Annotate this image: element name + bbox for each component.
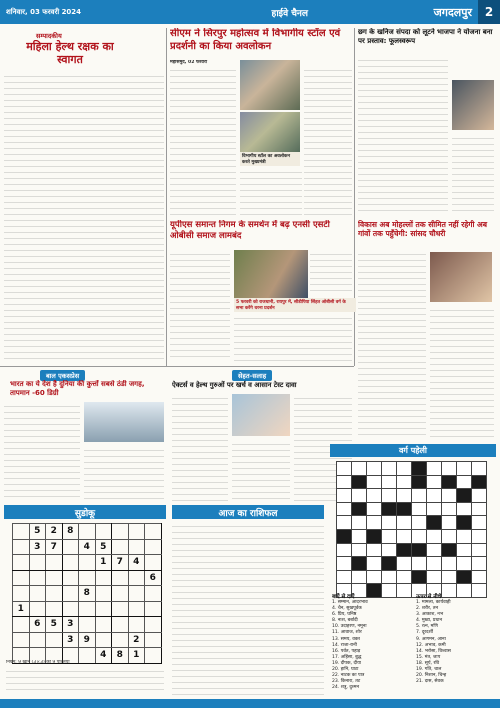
- sudoku-cell[interactable]: [79, 570, 96, 586]
- sudoku-cell[interactable]: [128, 570, 145, 586]
- health-headline: ऐक्टर्स व हेल्थ गुरुओं पर खर्च व आसान टेस्ट दावा: [172, 381, 297, 389]
- crossword-clue: 15. मंत्र, जाप: [416, 654, 441, 660]
- health-body-col2: [232, 440, 290, 502]
- lead-body-col1: [170, 66, 236, 216]
- sudoku-cell[interactable]: [79, 524, 96, 540]
- crossword-cell[interactable]: [397, 557, 412, 571]
- crossword-cell[interactable]: [367, 570, 382, 584]
- crossword-clue: 4. चैन, सुखपूर्वक: [332, 606, 362, 612]
- crossword-cell[interactable]: [397, 462, 412, 476]
- sudoku-cell[interactable]: 1: [128, 648, 145, 664]
- sudoku-cell[interactable]: [145, 632, 162, 648]
- sudoku-cell[interactable]: 3: [62, 617, 79, 633]
- sudoku-cell[interactable]: [145, 617, 162, 633]
- crossword-cell[interactable]: [382, 516, 397, 530]
- crossword-cell[interactable]: [427, 475, 442, 489]
- world-tag: बाल एकसप्रेस: [40, 370, 85, 381]
- horoscope-body: [172, 522, 324, 696]
- sudoku-cell[interactable]: [79, 617, 96, 633]
- sudoku-cell[interactable]: [128, 539, 145, 555]
- crossword-clue: 14. राजा-रानी: [332, 642, 357, 648]
- crossword-clue: 11. आवाज, शोर: [332, 630, 362, 636]
- side-top-body-2: [452, 134, 494, 216]
- crossword-cell[interactable]: [457, 543, 472, 557]
- lead-headline: सीएम ने सिरपुर महोत्सव में विभागीय स्टॉल एवं प्रदर्शनी का किया अवलोकन: [170, 28, 341, 52]
- crossword-cell[interactable]: [367, 475, 382, 489]
- crossword-clue: 21. दास, सेवक: [416, 679, 444, 685]
- crossword-title: वर्ग पहेली: [330, 444, 496, 457]
- sudoku-cell[interactable]: [128, 601, 145, 617]
- crossword-grid: [336, 461, 487, 598]
- crossword-block: [352, 475, 367, 489]
- crossword-cell[interactable]: [397, 475, 412, 489]
- crossword-clue: 14. भरोसा, विश्वास: [416, 648, 451, 654]
- crossword-across: [332, 592, 414, 698]
- sudoku-cell[interactable]: [46, 555, 63, 571]
- sudoku-cell[interactable]: [112, 586, 129, 602]
- crossword-block: [352, 502, 367, 516]
- sudoku-cell[interactable]: [79, 601, 96, 617]
- crossword-cell[interactable]: [457, 475, 472, 489]
- editorial-body: [4, 72, 164, 362]
- crossword-cell[interactable]: [352, 543, 367, 557]
- crossword-cell[interactable]: [412, 529, 427, 543]
- sudoku-cell[interactable]: [46, 586, 63, 602]
- down-heading: ऊपर से नीचे: [416, 594, 442, 600]
- sudoku-cell[interactable]: 9: [79, 632, 96, 648]
- crossword-cell[interactable]: [442, 570, 457, 584]
- crossword-cell[interactable]: [472, 489, 487, 503]
- crossword-cell[interactable]: [457, 557, 472, 571]
- crossword-clue: 1. सम्मान, आदरभाव: [332, 600, 368, 605]
- crossword-block: [412, 462, 427, 476]
- sudoku-cell[interactable]: [95, 586, 112, 602]
- crossword-block: [412, 475, 427, 489]
- sudoku-cell[interactable]: [128, 586, 145, 602]
- lead-body-col2: [240, 168, 302, 216]
- crossword-cell[interactable]: [427, 570, 442, 584]
- mp-body-col1: [358, 250, 426, 440]
- column-rule: [166, 28, 167, 366]
- sudoku-cell[interactable]: [95, 617, 112, 633]
- sudoku-cell[interactable]: 5: [46, 617, 63, 633]
- crossword-cell[interactable]: [412, 489, 427, 503]
- crossword-cell[interactable]: [427, 489, 442, 503]
- editorial-tag: सम्पादकीय: [36, 32, 62, 40]
- crossword-cell[interactable]: [442, 489, 457, 503]
- sudoku-cell[interactable]: [145, 601, 162, 617]
- portrait-photo: [452, 80, 494, 130]
- crossword-cell[interactable]: [442, 462, 457, 476]
- side-top-body: [358, 56, 448, 216]
- crossword-clue: 19. गति, चाल: [416, 667, 442, 673]
- crossword-cell[interactable]: [337, 516, 352, 530]
- world-photo: [84, 402, 164, 442]
- sudoku-cell[interactable]: [13, 570, 30, 586]
- sudoku-cell[interactable]: [46, 601, 63, 617]
- sudoku-cell[interactable]: 6: [29, 617, 46, 633]
- crossword-cell[interactable]: [412, 557, 427, 571]
- crossword-cell[interactable]: [457, 529, 472, 543]
- ups-headline: यूपीएस समान्त निगम के समर्थन में बढ़ एनसी एसटी ओबीसी समाज लामबंद: [170, 220, 330, 241]
- crossword-cell[interactable]: [382, 570, 397, 584]
- sudoku-cell[interactable]: [145, 586, 162, 602]
- crossword-cell[interactable]: [397, 489, 412, 503]
- sudoku-cell[interactable]: [112, 617, 129, 633]
- mp-photo: [430, 252, 492, 302]
- horoscope-title: आज का राशिफल: [172, 505, 324, 519]
- crossword-cell[interactable]: [367, 516, 382, 530]
- sudoku-cell[interactable]: [13, 617, 30, 633]
- sudoku-cell[interactable]: [112, 632, 129, 648]
- crossword-cell[interactable]: [442, 529, 457, 543]
- column-rule: [354, 28, 355, 366]
- crossword-block: [337, 529, 352, 543]
- horizontal-rule: [0, 366, 354, 367]
- ups-photo-caption: 5 फरवरी को राजधानी, रायपुर में, सीडीपिया सिंहत ओबीसी वर्ग के सभा करेंगे धरना प्रदर्शन: [234, 298, 356, 312]
- health-photo: [232, 394, 290, 436]
- sudoku-cell[interactable]: [95, 632, 112, 648]
- crossword-cell[interactable]: [427, 502, 442, 516]
- crossword-block: [442, 543, 457, 557]
- crossword-clue: 12. अभाव, कमी: [416, 642, 446, 648]
- sudoku-cell[interactable]: 5: [95, 539, 112, 555]
- crossword-cell[interactable]: [382, 475, 397, 489]
- crossword-cell[interactable]: [367, 557, 382, 571]
- crossword-cell[interactable]: [382, 462, 397, 476]
- sudoku-cell[interactable]: 2: [46, 524, 63, 540]
- crossword-block: [397, 543, 412, 557]
- ups-body-col2: [310, 250, 352, 296]
- sudoku-cell[interactable]: 1: [95, 555, 112, 571]
- sudoku-cell[interactable]: [62, 586, 79, 602]
- lead-body-col3: [304, 66, 352, 216]
- mp-body-col2: [430, 306, 494, 440]
- crossword-cell[interactable]: [337, 570, 352, 584]
- health-tag: सेहत-सलाह: [232, 370, 272, 381]
- crossword-cell[interactable]: [472, 557, 487, 571]
- crossword-clue: 18. सूर्य, रवि: [416, 660, 440, 666]
- sudoku-cell[interactable]: [29, 601, 46, 617]
- crossword-block: [397, 502, 412, 516]
- crossword-cell[interactable]: [382, 529, 397, 543]
- crossword-cell[interactable]: [337, 557, 352, 571]
- crossword-block: [412, 570, 427, 584]
- issue-date: शनिवार, 03 फरवरी 2024: [6, 7, 82, 16]
- crossword-clue: 8. नाश, बर्बादी: [332, 618, 358, 624]
- sudoku-cell[interactable]: [13, 555, 30, 571]
- crossword-clue: 24. शत्रु, दुश्मन: [332, 685, 360, 691]
- sudoku-cell[interactable]: 8: [112, 648, 129, 664]
- sudoku-cell[interactable]: 6: [145, 570, 162, 586]
- health-body-col1: [172, 394, 228, 502]
- crossword-clue: 13. समय, वक्त: [332, 636, 360, 642]
- sudoku-cell[interactable]: [13, 524, 30, 540]
- sudoku-cell[interactable]: 4: [95, 648, 112, 664]
- sudoku-cell[interactable]: [95, 524, 112, 540]
- crossword-cell[interactable]: [472, 529, 487, 543]
- crossword-cell[interactable]: [367, 462, 382, 476]
- crossword-cell[interactable]: [472, 570, 487, 584]
- sudoku-cell[interactable]: [145, 524, 162, 540]
- crossword-cell[interactable]: [352, 529, 367, 543]
- ups-photo: [234, 250, 308, 298]
- sudoku-cell[interactable]: [128, 617, 145, 633]
- lead-photo-caption: विभागीय स्टॉल का अवलोकन करते मुख्यमंत्री: [240, 152, 300, 166]
- sudoku-cell[interactable]: 4: [128, 555, 145, 571]
- crossword-cell[interactable]: [382, 489, 397, 503]
- sudoku-cell[interactable]: [46, 632, 63, 648]
- sudoku-cell[interactable]: 2: [128, 632, 145, 648]
- sudoku-cell[interactable]: [62, 601, 79, 617]
- sudoku-rules-caption: नियम: 9 खाने (3×3) की 9 पंक्तियाँ: [6, 660, 70, 665]
- sudoku-cell[interactable]: [46, 570, 63, 586]
- crossword-cell[interactable]: [472, 516, 487, 530]
- crossword-cell[interactable]: [427, 462, 442, 476]
- crossword-block: [457, 516, 472, 530]
- crossword-clue: 2. शरीर, तन: [416, 606, 439, 612]
- sudoku-cell[interactable]: [13, 539, 30, 555]
- crossword-cell[interactable]: [472, 543, 487, 557]
- crossword-cell[interactable]: [337, 462, 352, 476]
- crossword-cell[interactable]: [412, 516, 427, 530]
- crossword-block: [457, 489, 472, 503]
- crossword-cell[interactable]: [367, 543, 382, 557]
- world-body-col1: [4, 402, 80, 502]
- crossword-block: [367, 529, 382, 543]
- sudoku-cell[interactable]: [128, 524, 145, 540]
- sudoku-cell[interactable]: 5: [29, 524, 46, 540]
- crossword-clue: 20. निशान, चिन्ह: [416, 673, 447, 679]
- crossword-cell[interactable]: [457, 502, 472, 516]
- sudoku-cell[interactable]: 1: [13, 601, 30, 617]
- crossword-cell[interactable]: [352, 489, 367, 503]
- crossword-clue: 3. आकाश, नभ: [416, 612, 444, 618]
- sudoku-cell[interactable]: [62, 570, 79, 586]
- crossword-cell[interactable]: [412, 502, 427, 516]
- crossword-clue: 1. मामला, कार्यवाही: [416, 600, 451, 605]
- ups-body-col1: [170, 250, 230, 362]
- sudoku-cell[interactable]: [29, 632, 46, 648]
- crossword-block: [382, 502, 397, 516]
- crossword-clue: 16. पर्वत, पहाड़: [332, 648, 361, 654]
- sudoku-cell[interactable]: 3: [29, 539, 46, 555]
- sudoku-cell[interactable]: [95, 601, 112, 617]
- lead-dateline: महासमुंद, 02 फरवरी: [170, 60, 208, 65]
- sudoku-cell[interactable]: 7: [112, 555, 129, 571]
- crossword-cell[interactable]: [442, 516, 457, 530]
- across-heading: बाएँ से दाएँ: [332, 594, 355, 600]
- page-number: 2: [478, 0, 500, 24]
- crossword-down: [416, 592, 498, 698]
- crossword-clue: 17. अहिंसा, बुद्ध: [332, 654, 362, 660]
- crossword-cell[interactable]: [427, 529, 442, 543]
- world-body-col2: [84, 446, 164, 502]
- crossword-clue: 5. रत्न, मणि: [416, 624, 438, 630]
- sudoku-cell[interactable]: [62, 555, 79, 571]
- world-headline: भारत का ये देश है दुनिया की कुत्तों सबसे ठंडी जगह, तापमान -60 डिग्री: [10, 380, 145, 397]
- crossword-cell[interactable]: [352, 516, 367, 530]
- sudoku-cell[interactable]: [29, 570, 46, 586]
- sudoku-cell[interactable]: [62, 539, 79, 555]
- crossword-clue: 10. उदाहरण, नमूना: [332, 624, 367, 630]
- sudoku-grid: [12, 523, 162, 664]
- crossword-cell[interactable]: [337, 489, 352, 503]
- sudoku-cell[interactable]: [112, 524, 129, 540]
- crossword-block: [412, 543, 427, 557]
- sudoku-cell[interactable]: [79, 555, 96, 571]
- crossword-block: [442, 475, 457, 489]
- sudoku-cell[interactable]: [95, 570, 112, 586]
- crossword-block: [427, 516, 442, 530]
- paper-name: हाईवे चैनल: [271, 8, 309, 19]
- sudoku-cell[interactable]: 7: [46, 539, 63, 555]
- side-top-headline: छग के खनिज संपदा को लूटने भाजपा ने योजना बना पर प्रस्ताव: फूलस्वरूप: [358, 28, 493, 45]
- crossword-cell[interactable]: [337, 502, 352, 516]
- sudoku-title: सुडोकू: [4, 505, 166, 519]
- crossword-block: [457, 570, 472, 584]
- crossword-cell[interactable]: [472, 462, 487, 476]
- crossword-cell[interactable]: [397, 516, 412, 530]
- crossword-cell[interactable]: [427, 557, 442, 571]
- sudoku-cell[interactable]: [145, 539, 162, 555]
- crossword-block: [382, 557, 397, 571]
- crossword-cell[interactable]: [337, 543, 352, 557]
- crossword-cell[interactable]: [352, 462, 367, 476]
- crossword-cell[interactable]: [442, 502, 457, 516]
- crossword-clue: 22. नाटक का पात्र: [332, 673, 365, 679]
- crossword-clue: 19. दीपक, दीया: [332, 660, 361, 666]
- crossword-cell[interactable]: [367, 489, 382, 503]
- sudoku-cell[interactable]: 3: [62, 632, 79, 648]
- crossword-clue: 7. दूरदर्शी: [416, 630, 433, 636]
- sudoku-cell[interactable]: 4: [79, 539, 96, 555]
- crossword-cell[interactable]: [442, 557, 457, 571]
- sudoku-cell[interactable]: [112, 570, 129, 586]
- lead-photo-2: [240, 112, 300, 152]
- crossword-clue: 6. प्रिय, घनिष्ठ: [332, 612, 357, 618]
- crossword-cell[interactable]: [352, 570, 367, 584]
- crossword-block: [352, 557, 367, 571]
- sudoku-cell[interactable]: [13, 632, 30, 648]
- footer-rule: [0, 699, 500, 708]
- editorial-headline: महिला हेल्थ रक्षक का स्वागत: [26, 40, 114, 66]
- sudoku-cell[interactable]: [145, 555, 162, 571]
- crossword-cell[interactable]: [397, 570, 412, 584]
- masthead: [0, 0, 500, 24]
- crossword-clue: 20. हानि, घाटा: [332, 667, 359, 673]
- crossword-cell[interactable]: [427, 543, 442, 557]
- sudoku-cell[interactable]: 8: [79, 586, 96, 602]
- sudoku-cell[interactable]: [29, 586, 46, 602]
- crossword-cell[interactable]: [457, 462, 472, 476]
- sudoku-cell[interactable]: [112, 601, 129, 617]
- crossword-block: [472, 475, 487, 489]
- crossword-clue: 23. किनारा, तट: [332, 679, 361, 685]
- crossword-cell[interactable]: [472, 502, 487, 516]
- crossword-cell[interactable]: [397, 529, 412, 543]
- sudoku-rules: [6, 660, 164, 696]
- crossword-cell[interactable]: [382, 543, 397, 557]
- lead-photo: [240, 60, 300, 110]
- sudoku-cell[interactable]: [13, 586, 30, 602]
- crossword-cell[interactable]: [337, 475, 352, 489]
- ups-body-col3: [234, 314, 352, 362]
- sudoku-cell[interactable]: [112, 539, 129, 555]
- sudoku-cell[interactable]: [29, 555, 46, 571]
- sudoku-cell[interactable]: 8: [62, 524, 79, 540]
- mp-headline: विकास अब मोहल्लों तक सीमित नहीं रहेगी अब गांवों तक पहुँचेगी: सांसद चौधरी: [358, 220, 488, 238]
- crossword-clue: 9. आगमन, आना: [416, 636, 446, 642]
- crossword-clue: 4. मुख्य, प्रधान: [416, 618, 443, 624]
- crossword-cell[interactable]: [367, 502, 382, 516]
- edition-city: जगदलपुर: [433, 5, 472, 19]
